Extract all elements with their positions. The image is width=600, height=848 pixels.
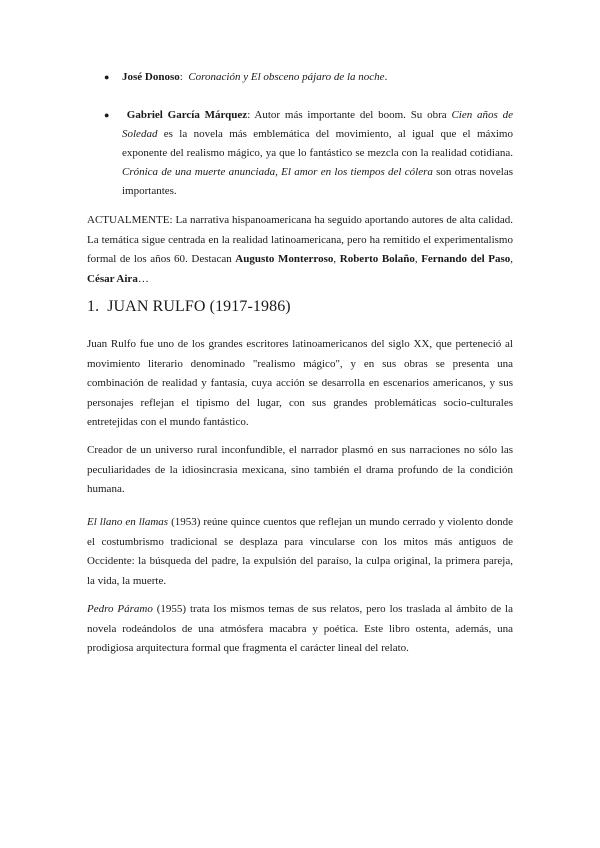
author-name: Fernando del Paso — [421, 253, 511, 265]
work-titles: Coronación y El obsceno pájaro de la noche — [188, 71, 385, 83]
author-name: Roberto Bolaño — [339, 253, 415, 265]
ellipsis: … — [137, 272, 149, 285]
bullet-text: : Autor más importante del boom. Su obra — [247, 109, 452, 121]
paragraph-text: (1955) trata los mismos temas de sus relatos, pero los traslada al ámbito de la novela rodeándolos de una atmósfera macabra y poética. Este libro ostenta, además, una prodigiosa arquitectura formal que fragmenta el carácter lineal del relato. — [87, 603, 513, 654]
bullet-item-garcia-marquez — [87, 106, 513, 201]
separator: , — [510, 253, 514, 265]
section-heading — [87, 296, 291, 318]
bullet-dot-icon: ● — [104, 110, 110, 120]
bullet-body — [122, 106, 513, 201]
bullet-dot-icon: ● — [104, 72, 110, 82]
work-title: Cien años de Soledad — [122, 109, 513, 140]
work-title: Pedro Páramo — [87, 603, 153, 615]
paragraph-rulfo-intro: Juan Rulfo fue uno de los grandes escritores latinoamericanos del siglo XX, que perteneció al movimiento literario denominado "realismo mágico", y en sus obras se presenta una combinación de realidad y fantasía, cuya acción se desarrolla en escenarios americanos, y sus personajes reflejan el tipismo del lugar, con sus grandes problemáticas socio-culturales entretejidas con el mundo fantástico. — [87, 338, 513, 428]
paragraph-llano-en-llamas — [87, 513, 513, 591]
bullet-body: José Donoso: Coronación y El obsceno pájaro de la noche. — [122, 71, 388, 83]
paragraph-text: ACTUALMENTE: La narrativa hispanoamericana ha seguido aportando autores de alta calidad. La temática sigue centrada en la realidad latinoamericana, pero ha remitido el experimentalismo formal de los años 60. Destacan — [87, 214, 513, 265]
author-name: César Aira — [87, 272, 138, 285]
section-number: 1. — [87, 298, 100, 315]
author-name: Augusto Monterroso — [235, 253, 334, 265]
section-title: JUAN RULFO (1917-1986) — [107, 298, 291, 315]
author-name: Gabriel García Márquez — [126, 109, 248, 121]
paragraph-pedro-paramo — [87, 600, 513, 659]
separator: , — [414, 253, 422, 265]
paragraph-rulfo-creator: Creador de un universo rural inconfundible, el narrador plasmó en sus narraciones no sólo las peculiaridades de la idiosincrasia mexicana, sino también el drama profundo de la condición humana. — [87, 444, 513, 495]
actualmente-paragraph — [87, 211, 513, 289]
work-title: El llano en llamas — [87, 516, 169, 528]
paragraph-text: (1953) reúne quince cuentos que reflejan un mundo cerrado y violento donde el costumbrismo tradicional se desplaza para vincularse con los mitos más antiguos de Occidente: la búsqueda del padre, la expulsión del paraíso, la culpa original, la primera pareja, la vida, la muerte. — [87, 516, 514, 587]
bullet-text: son otras novelas importantes. — [122, 166, 513, 197]
punctuation: . — [384, 71, 388, 83]
separator: , — [333, 253, 340, 265]
bullet-text: es la novela más emblemática del movimiento, al igual que el máximo exponente del realismo mágico, ya que lo fantástico se mezcla con la realidad cotidiana. — [122, 128, 513, 159]
work-titles: Crónica de una muerte anunciada, El amor en los tiempos del cólera — [122, 166, 433, 178]
author-name: José Donoso — [122, 71, 180, 83]
